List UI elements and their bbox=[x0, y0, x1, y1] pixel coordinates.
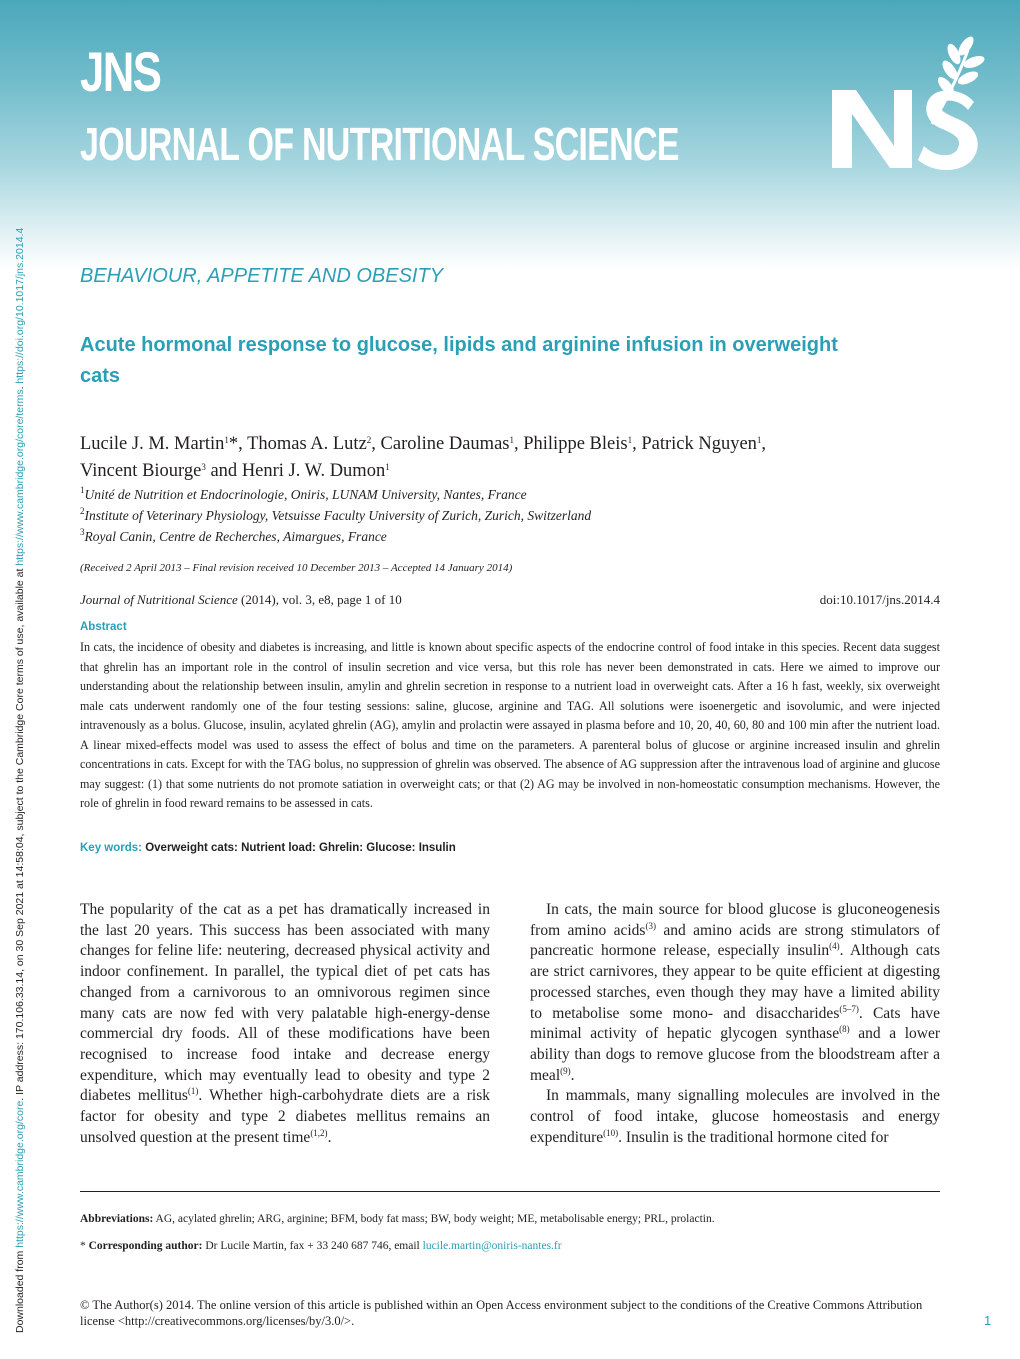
citation-line bbox=[80, 592, 940, 608]
keywords-label: Key words: bbox=[80, 842, 142, 854]
abstract-text: In cats, the incidence of obesity and diabetes is increasing, and little is known about specific aspects of the endocrine control of food intake in this species. Recent data suggest that ghrelin has an important role in the control of insulin secretion and vice versa, but this role has never been demonstrated in cats. Here we aimed to improve our understanding about the relationship between insulin, amylin and ghrelin secretion in response to a nutrient load in overweight cats. After a 16 h fast, weekly, six overweight male cats underwent randomly one of the four testing sessions: saline, glucose, arginine and TAG. All solutions were isoenergetic and isovolumic, and were injected intravenously as a bolus. Glucose, insulin, acylated ghrelin (AG), amylin and prolactin were assayed in plasma before and 10, 20, 40, 60, 80 and 100 min after the nutrient load. A linear mixed-effects model was used to assess the effect of bolus and time on the parameters. A parenteral bolus of glucose or arginine increased insulin and ghrelin concentrations in cats. Except for with the TAG bolus, no suppression of ghrelin was observed. The absence of AG suppression after the intravenous load of arginine and glucose may suggest: (1) that some nutrients do not promote satiation in overweight cats; or that (2) AG may be involved in non-homeostatic consumption mechanisms. However, the role of ghrelin in food reward remains to be assessed in cats. bbox=[80, 640, 940, 810]
article-title: Acute hormonal response to glucose, lipids and arginine infusion in overweight cats bbox=[80, 334, 838, 387]
body-paragraph: The popularity of the cat as a pet has dramatically increased in the last 20 years. This success has been associated with many changes for feline life: neutering, decreased physical activity and indoor confinement. In parallel, the typical diet of pet cats has changed from a carnivorous to an omnivorous regimen since many cats are now fed with very palatable high-energy-dense commercial dry foods. All of these modifications have been recognised to increase food intake and decrease energy expenditure, which may eventually lead to obesity and type 2 diabetes mellitus$^{(1)}$. Whether high-carbohydrate diets are a risk factor for obesity and type 2 diabetes mellitus remains an unsolved question at the present time$^{(1,2)}$. bbox=[80, 901, 490, 1146]
author: Philippe Bleis bbox=[523, 434, 628, 454]
citation-details: (2014), vol. 3, e8, page 1 of 10 bbox=[237, 592, 402, 607]
corresponding-author-footnote: * Corresponding author: Dr Lucile Martin, fax + 33 240 687 746, email lucile.martin@oniris-nantes.fr bbox=[80, 1240, 562, 1252]
author-email-link[interactable]: lucile.martin@oniris-nantes.fr bbox=[422, 1240, 562, 1252]
author-list: Lucile J. M. Martin$^1$*, Thomas A. Lutz$^2$, Caroline Daumas$^1$, Philippe Bleis$^1$, Patrick Nguyen$^1$, Vincent Biourge$^3$ and Henri J. W. Dumon$^1$ bbox=[80, 434, 767, 481]
citation-journal: Journal of Nutritional Science bbox=[80, 592, 238, 607]
body-paragraph: In cats, the main source for blood glucose is gluconeogenesis from amino acids$^{(3)}$ and amino acids are strong stimulators of pancreatic hormone release, especially insulin$^{(4)}$. Although cats are strict carnivores, they appear to be quite efficient at digesting processed starches, even though they may have a limited ability to metabolise some mono- and disaccharides$^{(5-7)}$. Cats have minimal activity of hepatic glycogen synthase$^{(8)}$ and a lower ability than dogs to remove glucose from the bloodstream after a meal$^{(9)}$. bbox=[530, 901, 940, 1084]
journal-name: JOURNAL OF NUTRITIONAL SCIENCE bbox=[80, 118, 679, 170]
footnote-divider bbox=[80, 1191, 940, 1192]
affiliation: $^2$Institute of Veterinary Physiology, Vetsuisse Faculty University of Zurich, Zurich, Switzerland bbox=[80, 506, 592, 523]
citation-doi: doi:10.1017/jns.2014.4 bbox=[819, 592, 940, 607]
license-statement: © The Author(s) 2014. The online version of this article is published within an Open Access environment subject to the conditions of the Creative Commons Attribution license <http://creativecommons.org/licenses/by/3.0/>. bbox=[80, 1298, 923, 1328]
author: Caroline Daumas bbox=[380, 434, 510, 454]
abstract-heading: Abstract bbox=[80, 621, 127, 633]
body-paragraph: In mammals, many signalling molecules are involved in the control of food intake, glucose homeostasis and energy expenditure$^{(10)}$. Insulin is the traditional hormone cited for bbox=[530, 1087, 940, 1146]
terms-link[interactable]: https://www.cambridge.org/core/terms bbox=[14, 389, 26, 566]
cambridge-core-link[interactable]: https://www.cambridge.org/core bbox=[14, 1100, 26, 1248]
abbreviations-footnote: Abbreviations: AG, acylated ghrelin; ARG, arginine; BFM, body fat mass; BW, body weight; ME, metabolisable energy; PRL, prolactin. bbox=[80, 1213, 715, 1225]
download-notice: Downloaded from https://www.cambridge.org/core. IP address: 170.106.33.14, on 30 Sep 2021 at 14:58:04, subject to the Cambridge Core terms of use, available at https://www.cambridge.org/core/terms. https://doi.org/10.1017/jns.2014.4 bbox=[14, 227, 26, 1333]
author: Lucile J. M. Martin bbox=[80, 434, 225, 454]
body-column-right bbox=[530, 900, 940, 1148]
journal-acronym: JNS bbox=[80, 40, 161, 103]
affiliation: $^3$Royal Canin, Centre de Recherches, Aimargues, France bbox=[80, 527, 387, 544]
body-column-left bbox=[80, 900, 490, 1148]
logo-text: NS bbox=[828, 176, 830, 177]
keywords bbox=[80, 842, 456, 854]
received-dates: (Received 2 April 2013 – Final revision received 10 December 2013 – Accepted 14 January 2014) bbox=[80, 562, 513, 574]
author: Patrick Nguyen bbox=[641, 434, 757, 454]
section-heading: BEHAVIOUR, APPETITE AND OBESITY bbox=[80, 265, 444, 287]
keywords-text: Overweight cats: Nutrient load: Ghrelin: Glucose: Insulin bbox=[145, 842, 456, 854]
journal-logo bbox=[828, 28, 988, 178]
author: Henri J. W. Dumon bbox=[241, 461, 386, 481]
affiliation: $^1$Unité de Nutrition et Endocrinologie, Oniris, LUNAM University, Nantes, France bbox=[80, 485, 527, 502]
author: Thomas A. Lutz bbox=[247, 434, 367, 454]
page-number: 1 bbox=[984, 1313, 992, 1328]
doi-link[interactable]: https://doi.org/10.1017/jns.2014.4 bbox=[14, 227, 26, 384]
author: Vincent Biourge bbox=[80, 461, 202, 481]
affiliation-list bbox=[80, 484, 591, 547]
